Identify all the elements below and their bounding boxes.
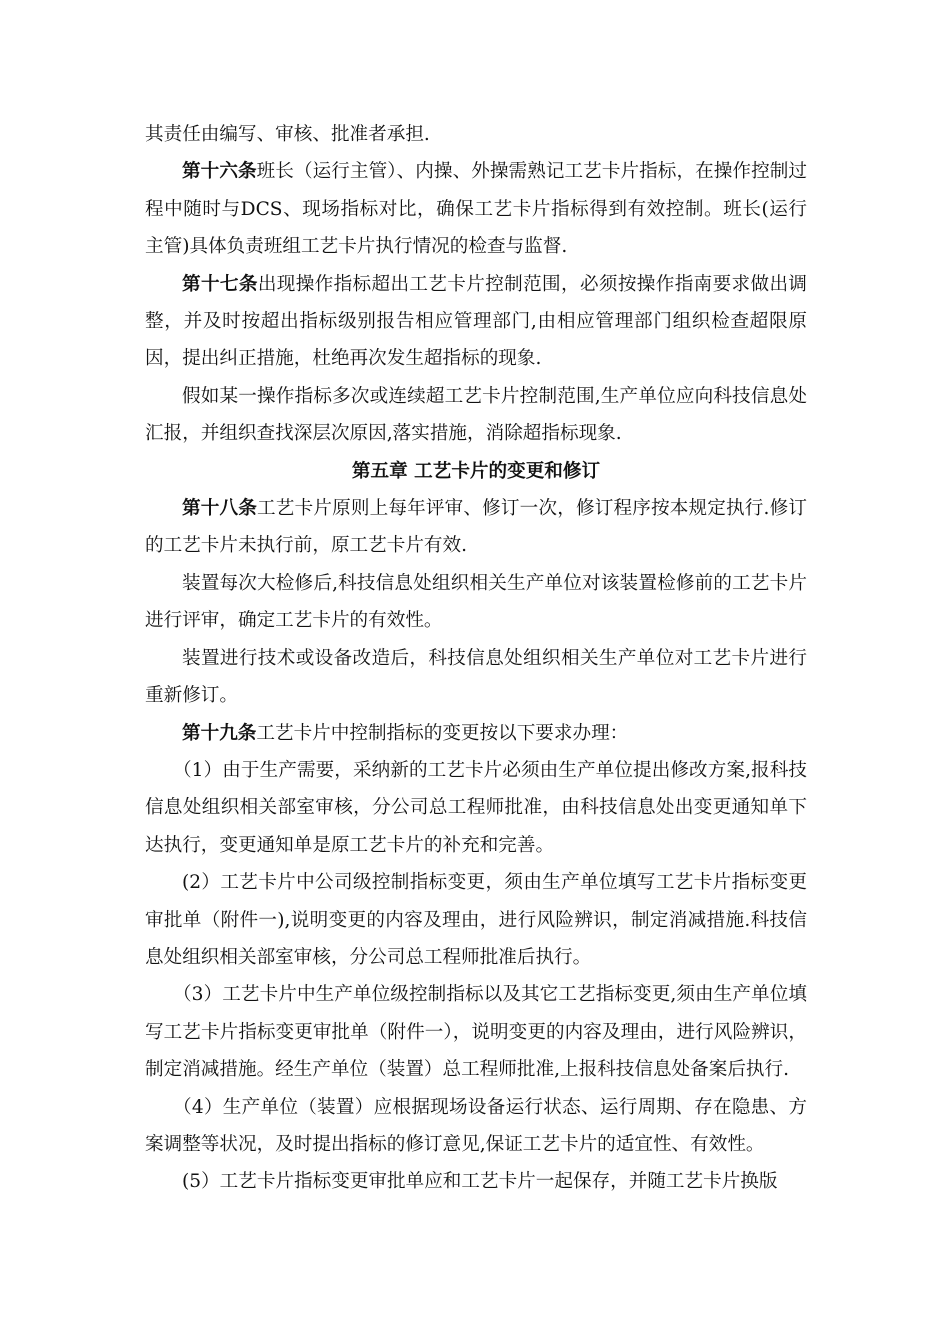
article-18-label: 第十八条 <box>182 498 258 520</box>
article-16-text: 班长（运行主管）、内操、外操需熟记工艺卡片指标，在操作控制过程中随时与DCS、现场指标对比，确保工艺卡片指标得到有效控制。班长(运行主管)具体负责班组工艺卡片执行情况的检查与监督. <box>145 161 807 258</box>
article-17-text: 出现操作指标超出工艺卡片控制范围，必须按操作指南要求做出调整，并及时按超出指标级别报告相应管理部门,由相应管理部门组织检查超限原因，提出纠正措施，杜绝再次发生超指标的现象. <box>145 273 807 370</box>
list-item-5: (5）工艺卡片指标变更审批单应和工艺卡片一起保存，并随工艺卡片换版 <box>182 1171 778 1193</box>
paragraph-responsibility: 其责任由编写、审核、批准者承担. <box>145 124 430 145</box>
article-17-label: 第十七条 <box>182 273 258 295</box>
article-18 <box>145 490 807 565</box>
article-16 <box>145 153 807 265</box>
article-18-paragraph-3: 装置进行技术或设备改造后，科技信息处组织相关生产单位对工艺卡片进行重新修订。 <box>145 647 807 707</box>
list-item-3: （3）工艺卡片中生产单位级控制指标以及其它工艺指标变更,须由生产单位填写工艺卡片指标变更审批单（附件一），说明变更的内容及理由，进行风险辨识，制定消减措施。经生产单位（装置）总工程师批准,上报科技信息处备案后执行. <box>145 984 807 1081</box>
list-item-4: （4）生产单位（装置）应根据现场设备运行状态、运行周期、存在隐患、方案调整等状况，及时提出指标的修订意见,保证工艺卡片的适宜性、有效性。 <box>145 1096 807 1155</box>
list-item-1: （1）由于生产需要，采纳新的工艺卡片必须由生产单位提出修改方案,报科技信息处组织相关部室审核，分公司总工程师批准，由科技信息处出变更通知单下达执行，变更通知单是原工艺卡片的补充和完善。 <box>145 759 807 856</box>
article-16-label: 第十六条 <box>182 161 257 183</box>
chapter-5-heading: 第五章 工艺卡片的变更和修订 <box>351 460 601 482</box>
document-body <box>145 116 807 1201</box>
article-17 <box>145 266 807 378</box>
article-18-text: 工艺卡片原则上每年评审、修订一次，修订程序按本规定执行.修订的工艺卡片未执行前，原工艺卡片有效. <box>145 498 807 557</box>
article-17-paragraph-2: 假如某一操作指标多次或连续超工艺卡片控制范围,生产单位应向科技信息处汇报，并组织查找深层次原因,落实措施，消除超指标现象. <box>145 385 807 445</box>
article-19-text: 工艺卡片中控制指标的变更按以下要求办理： <box>256 722 629 744</box>
list-item-2: (2）工艺卡片中公司级控制指标变更，须由生产单位填写工艺卡片指标变更审批单（附件一),说明变更的内容及理由，进行风险辨识，制定消减措施.科技信息处组织相关部室审核，分公司总工程师批准后执行。 <box>145 872 807 968</box>
article-18-paragraph-2: 装置每次大检修后,科技信息处组织相关生产单位对该装置检修前的工艺卡片进行评审，确定工艺卡片的有效性。 <box>145 572 807 632</box>
article-19 <box>145 715 807 752</box>
article-19-label: 第十九条 <box>182 722 257 744</box>
